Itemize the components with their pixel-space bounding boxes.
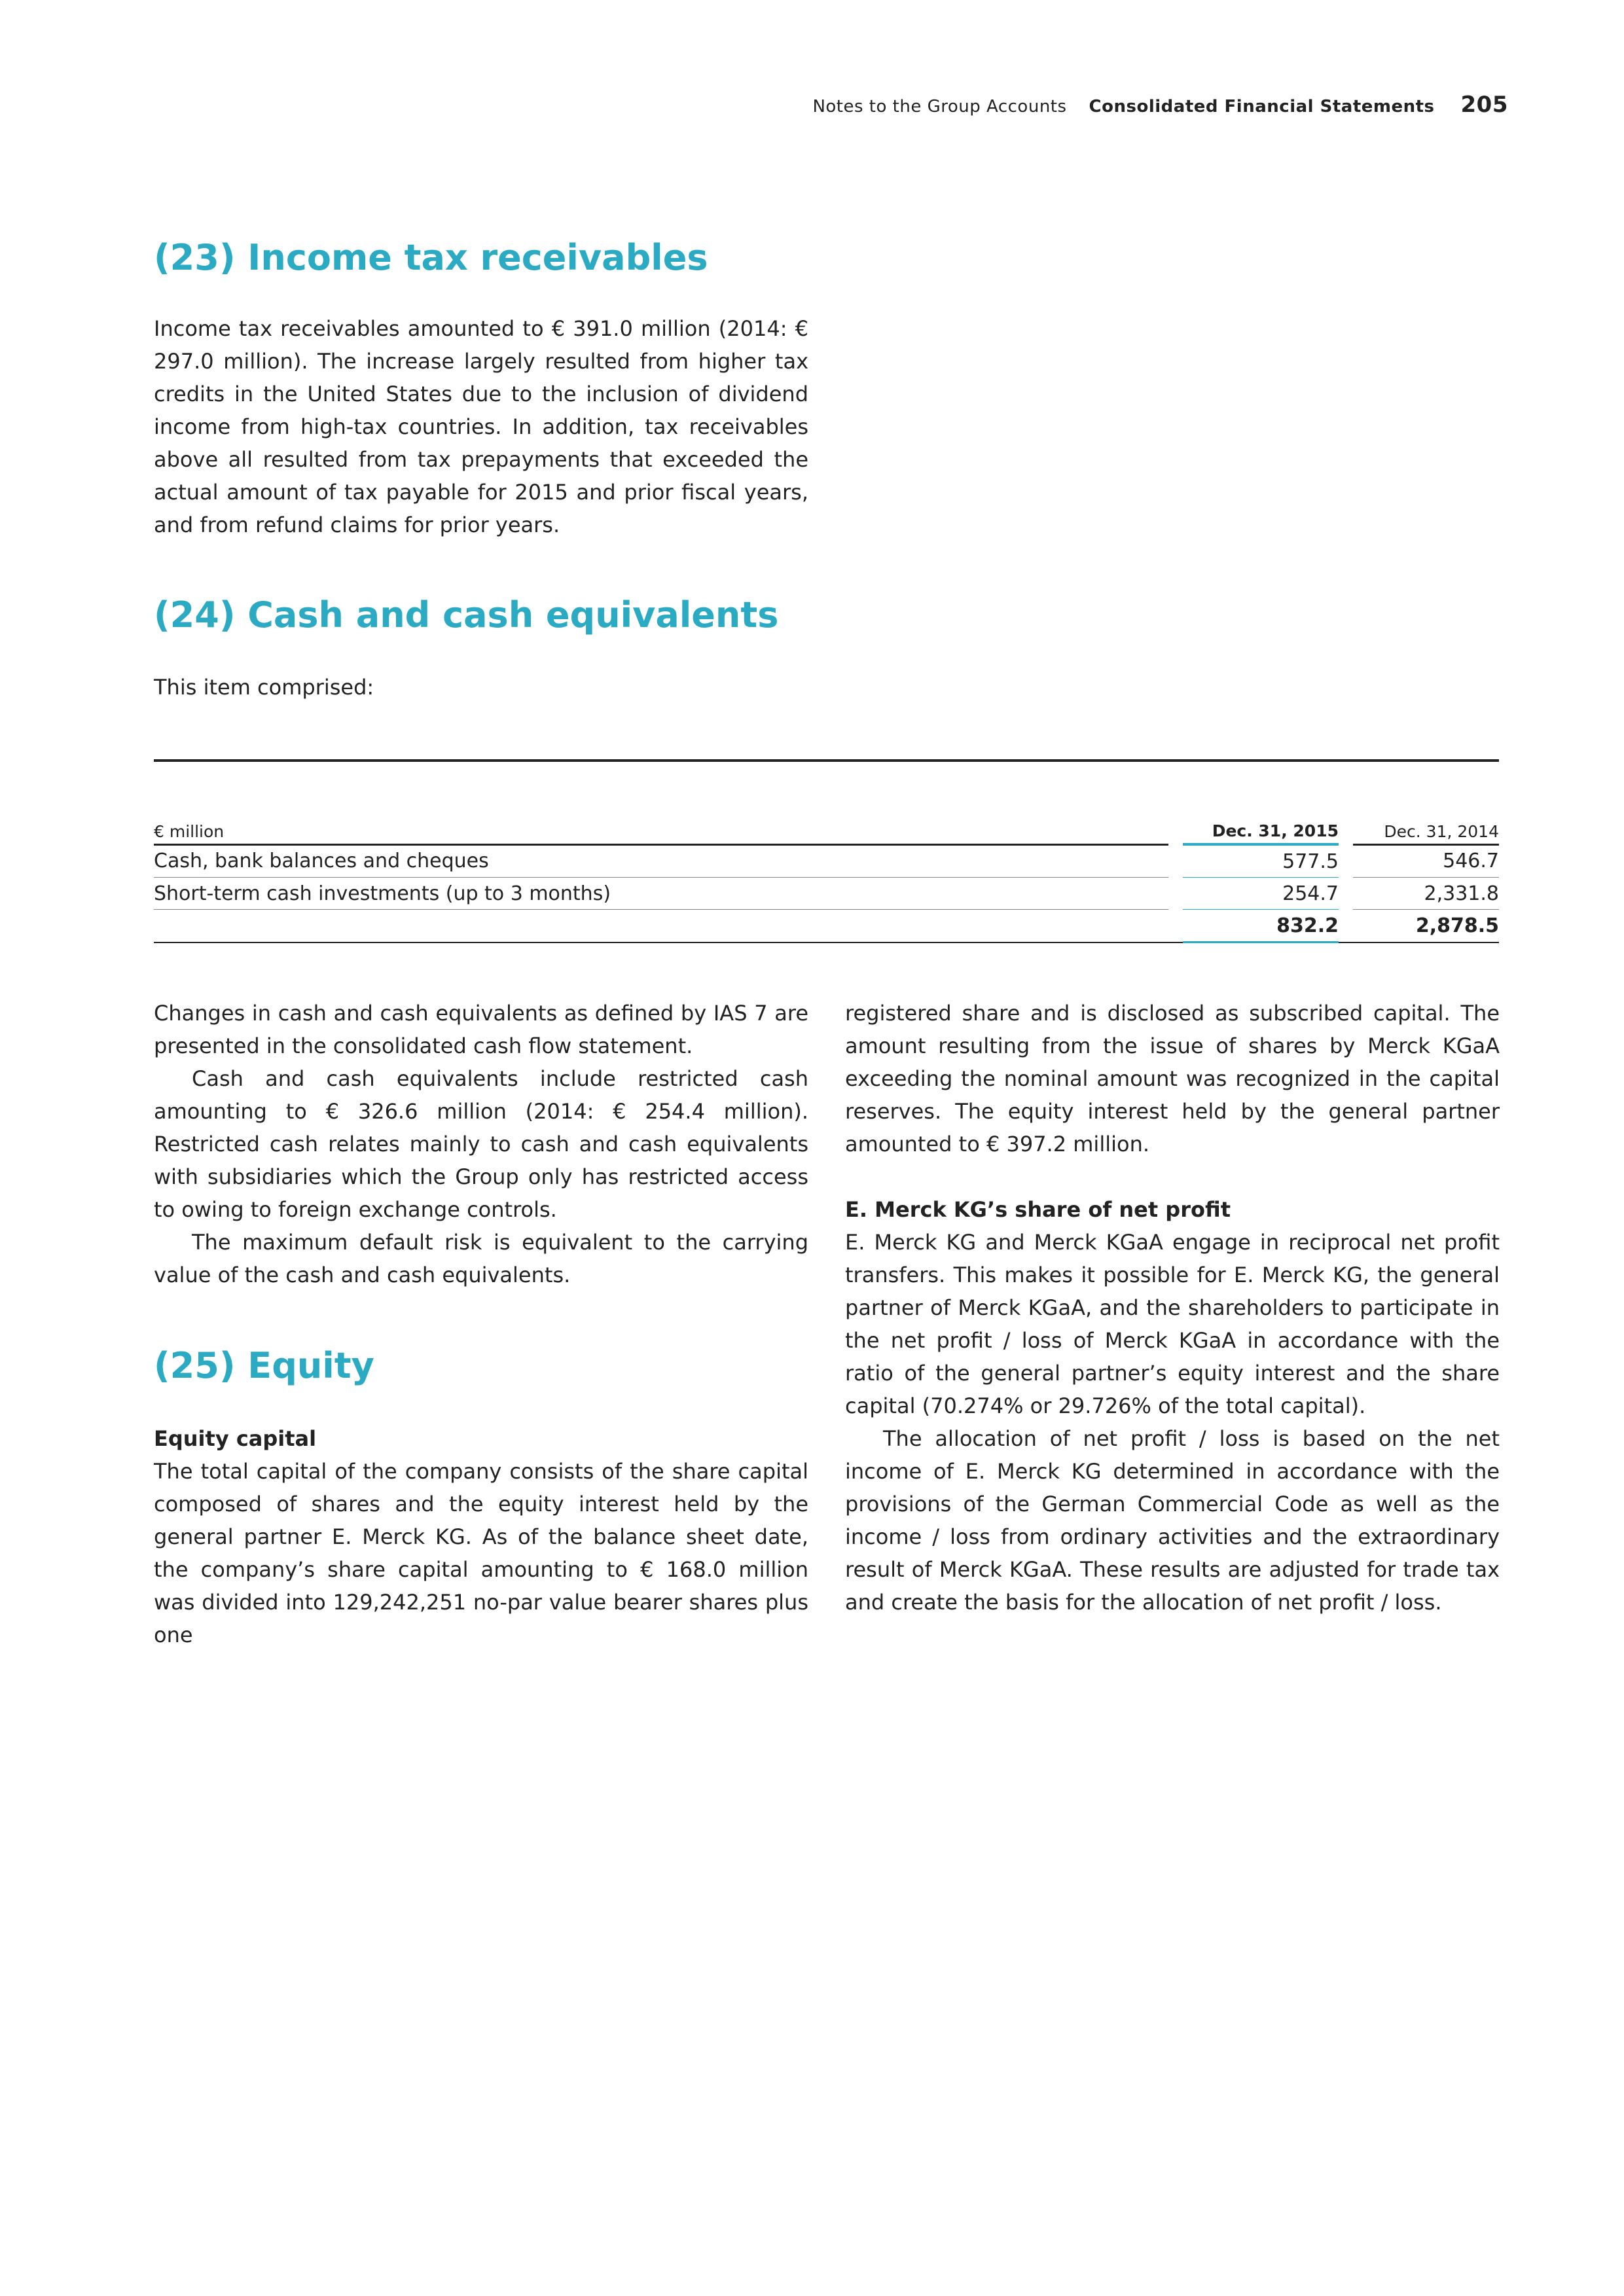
column-header-2014: Dec. 31, 2014	[1353, 812, 1499, 844]
table-row	[154, 878, 1499, 910]
row-value-2014: 546.7	[1353, 844, 1499, 878]
row-label: Cash, bank balances and cheques	[154, 844, 1168, 878]
note-24-paragraph-1: Changes in cash and cash equivalents as defined by IAS 7 are presented in the consolidated cash flow statement.	[154, 1001, 808, 1058]
note-24-intro: This item comprised:	[154, 675, 374, 700]
right-column	[845, 997, 1500, 1619]
table-row	[154, 844, 1499, 878]
cash-equivalents-table	[154, 759, 1499, 943]
profit-share-paragraph-1: E. Merck KG and Merck KGaA engage in reciprocal net profit transfers. This makes it possible for E. Merck KG, the general partner of Merck KGaA, and the shareholders to participate in the net profit / loss of Merck KGaA in accordance with the ratio of the general partner’s equity interest and the share capital (70.274% or 29.726% of the total capital).	[845, 1230, 1500, 1418]
equity-capital-paragraph-part-2: registered share and is disclosed as subscribed capital. The amount resulting from the issue of shares by Merck KGaA exceeding the nominal amount was recognized in the capital reserves. The equity interest held by the general partner amounted to € 397.2 million.	[845, 1001, 1500, 1157]
equity-capital-subheading: Equity capital	[154, 1426, 317, 1451]
running-head	[812, 92, 1508, 118]
left-column	[154, 997, 808, 1291]
row-value-2014: 2,331.8	[1353, 878, 1499, 910]
running-head-section: Notes to the Group Accounts	[812, 97, 1067, 117]
row-value-2015: 254.7	[1183, 878, 1339, 910]
profit-share-paragraph-2: The allocation of net profit / loss is based on the net income of E. Merck KG determined in accordance with the provisions of the German Commercial Code as well as the income / loss from ordinary activities and the extraordinary result of Merck KGaA. These results are adjusted for trade tax and create the basis for the allocation of net profit / loss.	[845, 1426, 1500, 1615]
note-23-paragraph: Income tax receivables amounted to € 391.0 million (2014: € 297.0 million). The increase largely resulted from higher tax credits in the United States due to the inclusion of dividend income from high-tax countries. In addition, tax receivables above all resulted from tax prepayments that exceeded the actual amount of tax payable for 2015 and prior fiscal years, and from refund claims for prior years.	[154, 316, 808, 537]
note-24-paragraph-2: Cash and cash equivalents include restricted cash amounting to € 326.6 million (2014: € 254.4 million). Restricted cash relates mainly to cash and cash equivalents with subsidiaries which the Group only has restricted access to owing to foreign exchange controls.	[154, 1066, 808, 1222]
row-value-2015: 577.5	[1183, 844, 1339, 878]
note-23-body	[154, 312, 808, 541]
note-25-heading: (25) Equity	[154, 1345, 374, 1386]
profit-share-subheading: E. Merck KG’s share of net profit	[845, 1197, 1231, 1222]
table-total-row	[154, 910, 1499, 942]
note-24-heading: (24) Cash and cash equivalents	[154, 594, 779, 636]
note-24-intro-block	[154, 671, 808, 704]
total-label	[154, 910, 1168, 942]
table-header-row	[154, 812, 1499, 844]
row-label: Short-term cash investments (up to 3 months)	[154, 878, 1168, 910]
page-number: 205	[1460, 92, 1508, 118]
equity-capital-paragraph-part-1: The total capital of the company consists of the share capital composed of shares and the equity interest held by the general partner E. Merck KG. As of the balance sheet date, the company’s share capital amounting to € 168.0 million was divided into 129,242,251 no-par value bearer shares plus one	[154, 1459, 808, 1647]
total-value-2015: 832.2	[1183, 910, 1339, 942]
table-unit-label: € million	[154, 812, 1168, 844]
equity-capital-block	[154, 1422, 808, 1651]
note-24-paragraph-3: The maximum default risk is equivalent to the carrying value of the cash and cash equivalents.	[154, 1230, 808, 1287]
total-value-2014: 2,878.5	[1353, 910, 1499, 942]
note-23-heading: (23) Income tax receivables	[154, 237, 708, 278]
column-header-2015: Dec. 31, 2015	[1183, 812, 1339, 844]
running-head-chapter: Consolidated Financial Statements	[1089, 97, 1435, 117]
table-top-rule	[154, 759, 1499, 762]
